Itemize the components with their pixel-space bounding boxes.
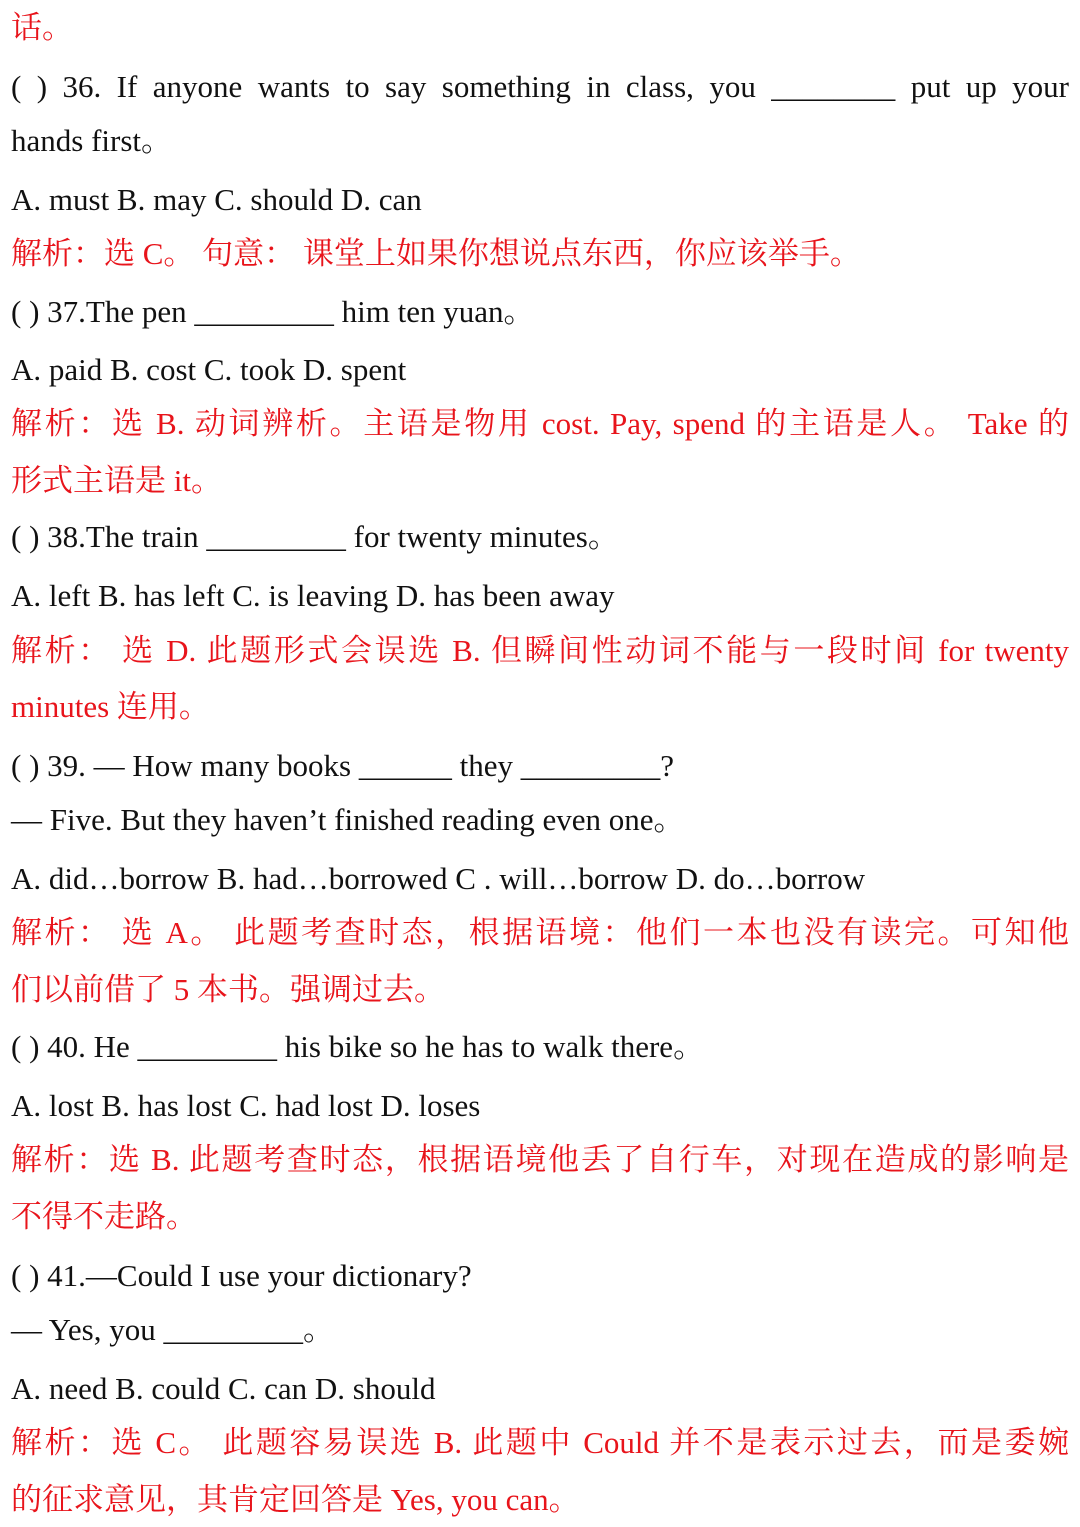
answer-line: 话。 <box>11 10 73 45</box>
question-line: ( ) 36. If anyone wants to say something in class, you ________ put up your <box>11 69 1069 104</box>
options-line: A. left B. has left C. is leaving D. has been away <box>11 578 615 613</box>
answer-line: 形式主语是 it。 <box>11 463 222 498</box>
answer-line: 的征求意见，其肯定回答是 Yes, you can。 <box>11 1482 580 1517</box>
options-line: A. lost B. has lost C. had lost D. loses <box>11 1088 481 1123</box>
answer-line: 解析：选 C。 句意： 课堂上如果你想说点东西，你应该举手。 <box>11 236 861 271</box>
question-line: hands first。 <box>11 123 173 158</box>
question-line: ( ) 41.—Could I use your dictionary? <box>11 1258 472 1293</box>
options-line: A. need B. could C. can D. should <box>11 1371 436 1406</box>
question-line: ( ) 38.The train _________ for twenty minutes。 <box>11 519 619 554</box>
options-line: A. paid B. cost C. took D. spent <box>11 352 407 387</box>
options-line: A. must B. may C. should D. can <box>11 182 422 217</box>
question-line: — Five. But they haven’t finished reading even one。 <box>11 802 685 837</box>
answer-line: 解析：选 C。 此题容易误选 B. 此题中 Could 并不是表示过去，而是委婉 <box>11 1425 1069 1460</box>
question-line: — Yes, you _________。 <box>11 1312 334 1347</box>
options-line: A. did…borrow B. had…borrowed C . will…borrow D. do…borrow <box>11 861 866 896</box>
answer-line: 解析： 选 D. 此题形式会误选 B. 但瞬间性动词不能与一段时间 for twenty <box>11 633 1069 668</box>
answer-line: 们以前借了 5 本书。强调过去。 <box>11 972 445 1007</box>
answer-line: 解析：选 B. 动词辨析。主语是物用 cost. Pay, spend 的主语是人。 Take 的 <box>11 406 1069 441</box>
question-line: ( ) 40. He _________ his bike so he has to walk there。 <box>11 1029 705 1064</box>
question-line: ( ) 37.The pen _________ him ten yuan。 <box>11 294 535 329</box>
answer-line: 解析：选 B. 此题考查时态，根据语境他丢了自行车，对现在造成的影响是 <box>11 1142 1069 1177</box>
answer-line: minutes 连用。 <box>11 689 210 724</box>
answer-line: 解析： 选 A。 此题考查时态，根据语境：他们一本也没有读完。可知他 <box>11 915 1069 950</box>
answer-line: 不得不走路。 <box>11 1199 197 1234</box>
question-line: ( ) 39. — How many books ______ they _________? <box>11 748 674 783</box>
